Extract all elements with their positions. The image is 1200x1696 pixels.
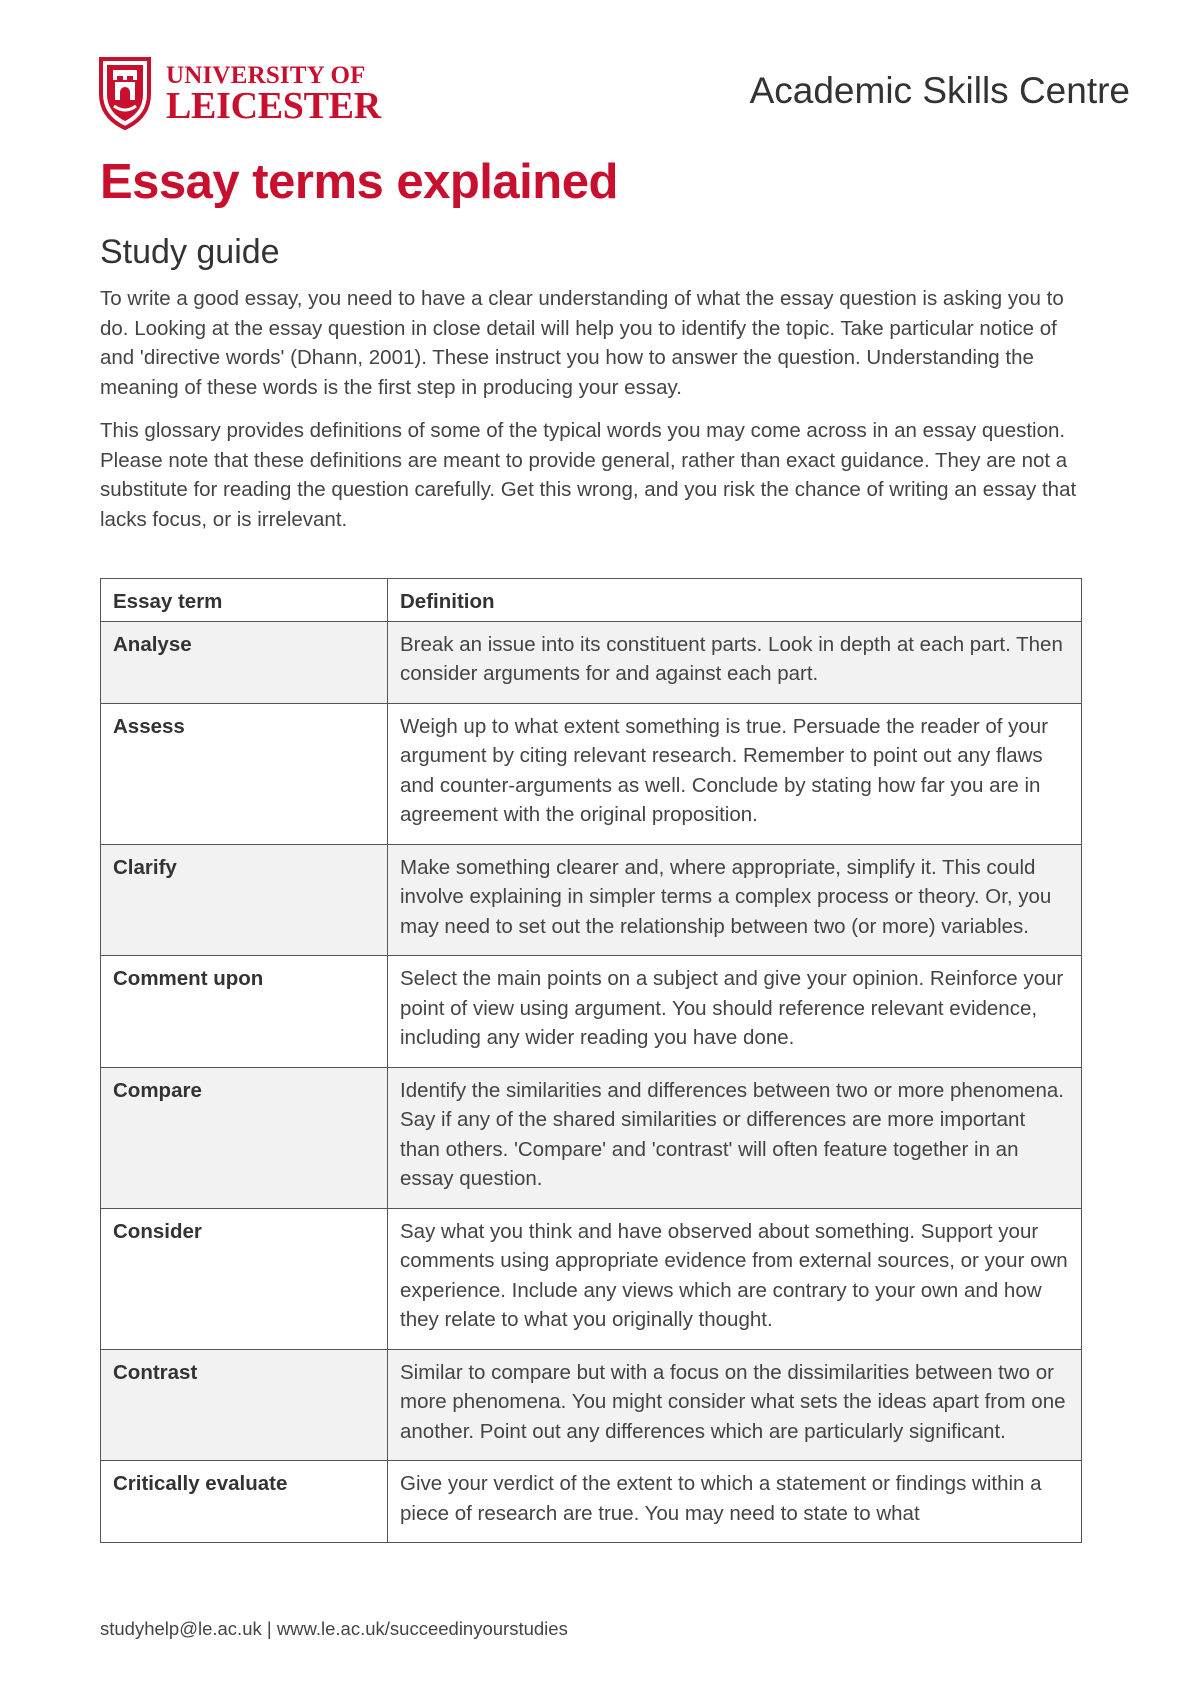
column-header-essay-term: Essay term — [101, 579, 388, 622]
definition-cell: Similar to compare but with a focus on the dissimilarities between two or more phenomena. You might consider what sets the ideas apart from one another. Point out any differences which are particularly significant. — [388, 1349, 1082, 1461]
term-cell: Assess — [101, 703, 388, 844]
definition-cell: Identify the similarities and differences between two or more phenomena. Say if any of the shared similarities or differences are more important than others. 'Compare' and 'contrast' will often feature together in an essay question. — [388, 1067, 1082, 1208]
table-row — [101, 1208, 1082, 1349]
definition-cell: Say what you think and have observed about something. Support your comments using appropriate evidence from external sources, or your own experience. Include any views which are contrary to your own and how they relate to what you originally thought. — [388, 1208, 1082, 1349]
table-row — [101, 621, 1082, 703]
definition-cell: Select the main points on a subject and give your opinion. Reinforce your point of view using argument. You should reference relevant evidence, including any wider reading you have done. — [388, 956, 1082, 1068]
document-subtitle: Study guide — [100, 233, 280, 271]
table-header-row — [101, 579, 1082, 622]
definition-cell: Give your verdict of the extent to which a statement or findings within a piece of research are true. You may need to state to what — [388, 1461, 1082, 1543]
table-row — [101, 1349, 1082, 1461]
definition-cell: Weigh up to what extent something is true. Persuade the reader of your argument by citing relevant research. Remember to point out any flaws and counter-arguments as well. Conclude by stating how far you are in agreement with the original proposition. — [388, 703, 1082, 844]
table-row — [101, 703, 1082, 844]
term-cell: Consider — [101, 1208, 388, 1349]
document-title: Essay terms explained — [100, 155, 618, 209]
term-cell: Critically evaluate — [101, 1461, 388, 1543]
term-cell: Clarify — [101, 844, 388, 956]
table-row — [101, 956, 1082, 1068]
logo-leicester: LEICESTER — [166, 85, 381, 127]
table-row — [101, 1461, 1082, 1543]
table-row — [101, 1067, 1082, 1208]
university-crest-icon — [98, 56, 152, 130]
term-cell: Comment upon — [101, 956, 388, 1068]
definition-cell: Break an issue into its constituent parts. Look in depth at each part. Then consider arguments for and against each part. — [388, 621, 1082, 703]
university-logo — [98, 56, 381, 132]
definition-cell: Make something clearer and, where appropriate, simplify it. This could involve explaining in simpler terms a complex process or theory. Or, you may need to set out the relationship between two (or more) variables. — [388, 844, 1082, 956]
essay-terms-table — [100, 578, 1082, 1543]
footer-contact: studyhelp@le.ac.uk | www.le.ac.uk/succeedinyourstudies — [100, 1618, 568, 1639]
term-cell: Contrast — [101, 1349, 388, 1461]
intro-section — [100, 284, 1090, 548]
term-cell: Analyse — [101, 621, 388, 703]
centre-name: Academic Skills Centre — [749, 70, 1130, 111]
logo-university-of: UNIVERSITY OF — [166, 62, 366, 89]
table-row — [101, 844, 1082, 956]
column-header-definition: Definition — [388, 579, 1082, 622]
intro-paragraph: To write a good essay, you need to have a clear understanding of what the essay question is asking you to do. Looking at the essay question in close detail will help you to identify the topic. Take particular notice of and 'directive words' (Dhann, 2001). These instruct you how to answer the question. Understanding the meaning of these words is the first step in producing your essay. — [100, 287, 1064, 399]
term-cell: Compare — [101, 1067, 388, 1208]
intro-paragraph: This glossary provides definitions of some of the typical words you may come across in an essay question. Please note that these definitions are meant to provide general, rather than exact guidance. They are not a substitute for reading the question carefully. Get this wrong, and you risk the chance of writing an essay that lacks focus, or is irrelevant. — [100, 419, 1077, 531]
